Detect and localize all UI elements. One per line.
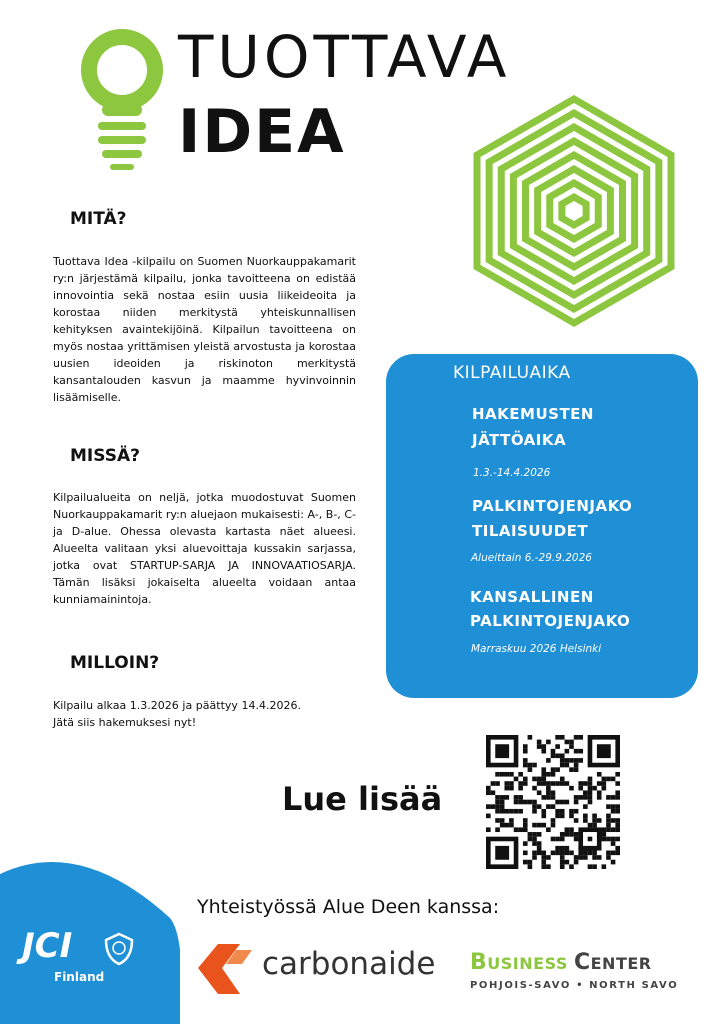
jci-shield-icon (104, 932, 134, 966)
qr-code-icon[interactable] (486, 735, 620, 869)
business-center-subtitle: POHJOIS-SAVO • NORTH SAVO (470, 980, 679, 991)
schedule-item-2-title-1: PALKINTOJENJAKO (472, 497, 633, 515)
hexagon-ring (513, 141, 634, 281)
section-heading-when: MILLOIN? (70, 653, 160, 673)
bc-word-usiness: USINESS (487, 954, 574, 973)
jci-logo: JCI (22, 926, 73, 966)
hexagon-pattern-icon (472, 92, 676, 330)
page-title-line2: IDEA (178, 97, 346, 167)
jci-country-label: Finland (54, 970, 105, 984)
section-heading-where: MISSÄ? (70, 446, 140, 466)
section-heading-what: MITÄ? (70, 209, 127, 229)
schedule-item-1-title-1: HAKEMUSTEN (472, 405, 594, 423)
hexagon-ring (562, 197, 586, 225)
carbonaide-logo-icon (196, 942, 254, 996)
carbonaide-logo-text: carbonaide (262, 946, 436, 982)
lightbulb-icon (72, 22, 172, 172)
bc-word-enter: ENTER (590, 954, 652, 973)
read-more-label: Lue lisää (282, 780, 443, 818)
schedule-item-2-title-2: TILAISUUDET (472, 522, 589, 540)
schedule-item-2-date: Alueittain 6.-29.9.2026 (471, 552, 592, 564)
schedule-item-1-title-2: JÄTTÖAIKA (472, 431, 567, 449)
bc-letter-b: B (470, 950, 488, 975)
business-center-logo (470, 950, 652, 975)
bc-letter-c: C (573, 950, 591, 975)
section-text-what: Tuottava Idea -kilpailu on Suomen Nuorkauppakamarit ry:n järjestämä kilpailu, jonka tavoitteena on edistää innovointia sekä nostaa esiin uusia liikeideoita ja korostaa niiden merkitystä yhteiskunnallisen kehityksen avaintekijöinä. Kilpailun tavoitteena on myös nostaa yrittämisen yleistä arvostusta ja korostaa uusien ideoiden ja riskinoton merkitystä kansantalouden kasvun ja maamme hyvinvoinnin lisäämiselle. (53, 255, 356, 404)
page-title-line1: TUOTTAVA (178, 23, 511, 91)
section-text-when: Kilpailu alkaa 1.3.2026 ja päättyy 14.4.2026. Jätä siis hakemuksesi nyt! (53, 699, 301, 729)
schedule-item-3-title-1: KANSALLINEN (470, 588, 594, 606)
cooperation-label: Yhteistyössä Alue Deen kanssa: (197, 896, 500, 918)
schedule-heading: KILPAILUAIKA (453, 363, 571, 383)
schedule-item-3-title-2: PALKINTOJENJAKO (470, 612, 631, 630)
hexagon-ring (550, 183, 598, 239)
schedule-item-3-date: Marraskuu 2026 Helsinki (471, 643, 602, 655)
section-text-where: Kilpailualueita on neljä, jotka muodostuvat Suomen Nuorkauppakamarit ry:n aluejaon mukaisesti: A-, B-, C- ja D-alue. Ohessa olevasta kartasta näet alueesi. Alueelta valitaan yksi aluevoittaja kussakin sarjassa, jotka ovat STARTUP-SARJA JA INNOVAATIOSARJA. Tämän lisäksi jokaiselta alueelta voidaan antaa kunniamainintoja. (53, 491, 356, 606)
schedule-item-1-date: 1.3.-14.4.2026 (473, 467, 551, 479)
hexagon-ring (477, 99, 671, 323)
